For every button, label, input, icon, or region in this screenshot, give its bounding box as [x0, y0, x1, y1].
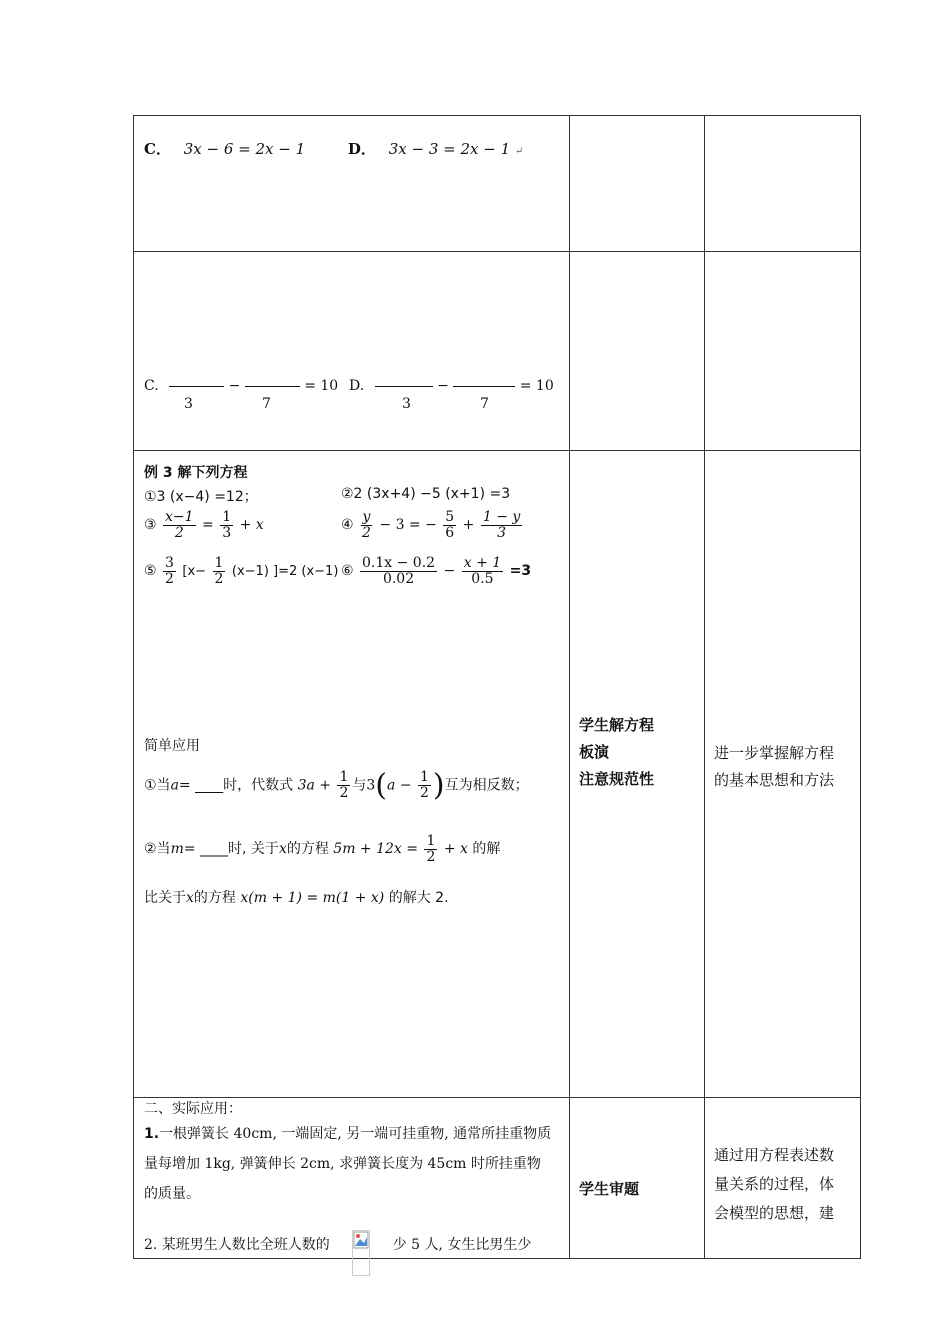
- fraction-denominator: 0.5: [471, 570, 494, 587]
- option-c-label: C．: [144, 140, 171, 158]
- equation-4: [341, 510, 524, 540]
- equation-2: ②2 (3x+4) −5 (x+1) =3: [341, 486, 511, 502]
- option-d-equation: 3x − 3 = 2x − 1: [388, 140, 511, 158]
- simple-question-1: [144, 768, 529, 803]
- teaching-activity-cell: [579, 712, 654, 793]
- option-c-equation: 3x − 6 = 2x − 1: [183, 140, 306, 158]
- equation-5-prefix: ⑤: [144, 563, 157, 580]
- fraction-denominator: 3: [497, 524, 507, 541]
- fraction-numerator: 0.1x − 0.2: [362, 555, 436, 571]
- fraction-denominator: 2: [174, 524, 184, 541]
- simple-application-heading: 简单应用: [144, 738, 200, 754]
- fraction-denominator: 3: [222, 524, 232, 541]
- simple-question-2-line2: [144, 887, 449, 907]
- q2-text-c: 的方程: [286, 841, 329, 858]
- right-paren: ): [432, 768, 445, 803]
- q2-text-b: = ____时, 关于: [183, 841, 279, 858]
- fraction-numerator: 1: [214, 555, 224, 571]
- fraction-denominator: 2: [420, 785, 429, 801]
- q2-text-d: 的解: [472, 841, 501, 858]
- q2-text-a: ②当: [144, 841, 171, 858]
- design-intent-cell: [714, 740, 834, 794]
- activity-line-2: 板演: [579, 743, 610, 761]
- intent-line-1: 进一步掌握解方程: [714, 744, 835, 762]
- example3-title: 例 3 解下列方程: [144, 465, 248, 481]
- row4-activity: 学生审题: [579, 1180, 640, 1198]
- equals-sign: =: [202, 517, 214, 534]
- q2-variable: m: [170, 841, 184, 858]
- equation-5-middle: [x−: [182, 564, 207, 580]
- problem-1: [144, 1119, 554, 1209]
- equation-4-prefix: ④: [341, 517, 354, 534]
- practical-application-heading: 二、实际应用：: [144, 1101, 242, 1117]
- row4-intent-line-1: 通过用方程表述数: [714, 1146, 835, 1164]
- row2-option-d: [349, 378, 554, 394]
- q1-text-d: 互为相反数；: [444, 777, 529, 794]
- fraction-numerator: 1 − y: [482, 509, 521, 525]
- problem-1-text: 一根弹簧长 40cm, 一端固定, 另一端可挂重物, 通常所挂重物质量每增加 1kg, 弹簧伸长 2cm, 求弹簧长度为 45cm 时所挂重物的质量。: [144, 1126, 552, 1202]
- row-divider-3: [134, 1097, 860, 1098]
- row2-option-d-label: D.: [349, 378, 365, 394]
- q1-expression-2-body: a −: [387, 777, 412, 794]
- row2-options: [144, 378, 564, 418]
- q1-text-a: ①当: [144, 777, 171, 794]
- fraction-numerator: 1: [420, 769, 429, 786]
- minus-sign: −: [443, 563, 456, 580]
- row2-option-d-den1: 3: [402, 396, 411, 412]
- row4-intent-line-2: 量关系的过程，体: [714, 1175, 835, 1193]
- fraction-denominator: 2: [214, 570, 224, 587]
- row4-intent-line-3: 会模型的思想，建: [714, 1204, 835, 1222]
- q2-x: x: [278, 841, 287, 858]
- fraction-bar: [169, 386, 224, 387]
- broken-image-icon: [352, 1230, 370, 1276]
- return-mark: ↵: [514, 146, 524, 157]
- fraction-denominator: 2: [362, 524, 371, 541]
- equation-1: ①3 (x−4) =12；: [144, 489, 258, 505]
- equation-6: [341, 556, 531, 586]
- q1-expression-1: 3a +: [297, 777, 331, 794]
- row-divider-1: [134, 251, 860, 252]
- equation-3-prefix: ③: [144, 517, 157, 534]
- fraction-numerator: 1: [222, 509, 232, 525]
- row2-option-c-den2: 7: [262, 396, 271, 412]
- fraction-numerator: 1: [426, 833, 436, 849]
- plus-sign: +: [462, 517, 475, 534]
- fraction-numerator: 3: [165, 555, 174, 571]
- q2-line2-x: x: [186, 890, 194, 906]
- equation-5: [144, 556, 338, 586]
- row4-intent: [714, 1141, 834, 1228]
- q2-line2-text-a: 比关于: [144, 890, 186, 906]
- row1-options: [144, 138, 523, 159]
- q2-expression: 5m + 12x =: [333, 841, 419, 858]
- equation-6-tail: =3: [509, 563, 532, 580]
- fraction-bar: [245, 386, 300, 387]
- row2-option-c: [144, 378, 338, 394]
- left-paren: (: [375, 768, 388, 803]
- equation-3-tail: + x: [239, 517, 264, 534]
- activity-line-3: 注意规范性: [579, 770, 655, 788]
- fraction-denominator: 6: [445, 524, 455, 541]
- fraction-numerator: x + 1: [463, 555, 502, 571]
- activity-line-1: 学生解方程: [579, 716, 655, 734]
- fraction-bar: [453, 386, 515, 387]
- row2-option-c-den1: 3: [184, 396, 193, 412]
- fraction-denominator: 2: [165, 570, 174, 587]
- equation-3: [144, 510, 264, 540]
- problem-2-text-a: 2. 某班男生人数比全班人数的: [144, 1237, 330, 1253]
- option-d-label: D．: [347, 140, 376, 158]
- q1-text-b: = ____时，代数式: [178, 777, 294, 794]
- minus-sign: −: [228, 378, 241, 394]
- row2-option-d-den2: 7: [480, 396, 489, 412]
- row2-option-c-label: C.: [144, 378, 159, 394]
- equation-5-tail: (x−1) ]=2 (x−1): [231, 564, 339, 580]
- lesson-table: [133, 115, 861, 1259]
- minus-sign: −: [437, 378, 449, 394]
- q2-line2-expression: x(m + 1) = m(1 + x): [240, 890, 385, 906]
- fraction-denominator: 2: [426, 848, 436, 865]
- row-divider-2: [134, 450, 860, 451]
- equation-4-middle: − 3 = −: [379, 517, 437, 534]
- equation-6-prefix: ⑥: [341, 563, 354, 580]
- q2-line2-text-b: 的方程: [193, 890, 236, 906]
- q2-line2-text-c: 的解大 2.: [388, 890, 449, 906]
- row2-option-c-rhs: = 10: [304, 378, 339, 394]
- column-divider-1: [569, 116, 570, 1258]
- fraction-denominator: 2: [339, 785, 349, 801]
- problem-2: [144, 1222, 531, 1268]
- q1-expression-2-coef: 3: [366, 777, 376, 794]
- problem-2-text-b: 少 5 人, 女生比男生少: [392, 1237, 532, 1253]
- intent-line-2: 的基本思想和方法: [714, 771, 835, 789]
- fraction-numerator: y: [362, 509, 371, 525]
- column-divider-2: [704, 116, 705, 1258]
- simple-question-2: [144, 834, 500, 864]
- fraction-numerator: 1: [339, 769, 349, 786]
- problem-1-number: 1.: [144, 1126, 160, 1142]
- fraction-numerator: 5: [445, 509, 455, 525]
- q1-variable: a: [170, 777, 179, 794]
- fraction-denominator: 0.02: [382, 570, 415, 587]
- q1-text-c: 与: [352, 777, 367, 794]
- q2-expression-tail: + x: [443, 841, 468, 858]
- fraction-numerator: x−1: [165, 509, 194, 525]
- row2-option-d-rhs: = 10: [519, 378, 554, 394]
- fraction-bar: [375, 386, 433, 387]
